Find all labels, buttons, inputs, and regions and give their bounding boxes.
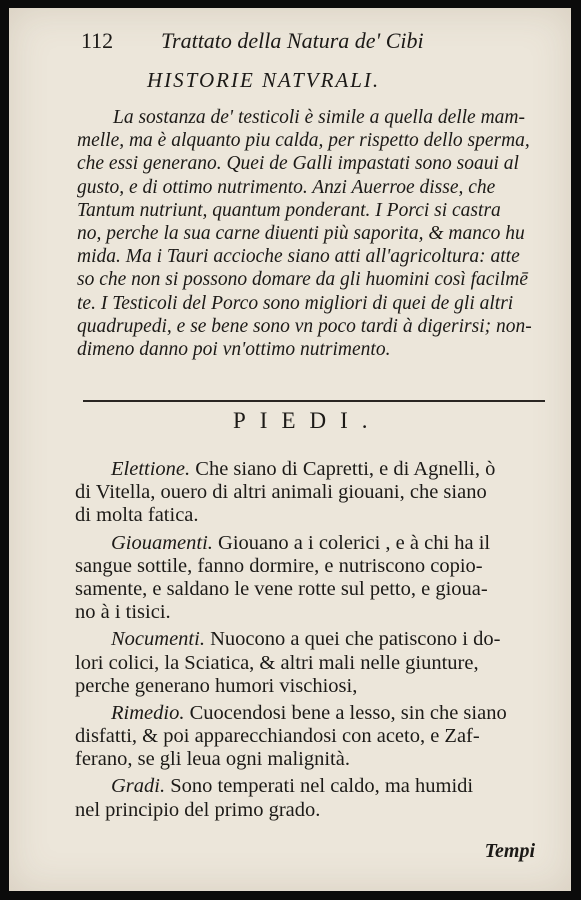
running-title: Trattato della Natura de' Cibi [161,28,424,53]
text-line: sangue sottile, fanno dormire, e nutriscono copio- [75,554,483,577]
book-page [9,8,571,891]
entry-label: Elettione. [111,458,191,480]
text-line: quadrupedi, e se bene sono vn poco tardi à digerirsi; non- [77,315,532,337]
text-line: te. I Testicoli del Porco sono migliori di quei de gli altri [77,292,514,314]
section-subheader: HISTORIE NATVRALI. [147,68,381,92]
text-line: no à i tisici. [75,601,171,624]
text-line: Giouano a i colerici , e à chi ha il [218,531,491,554]
text-line: La sostanza de' testicoli è simile a quella delle mam- [113,107,525,128]
text-line: nel principio del primo grado. [75,798,321,821]
entry-elettione [75,458,557,528]
text-line: lori colici, la Sciatica, & altri mali nelle giunture, [75,651,479,674]
text-line: Nuocono a quei che patiscono i do- [210,628,501,651]
page-header [81,28,481,54]
text-line: di molta fatica. [75,504,199,527]
text-line: so che non si possono domare da gli huomini così facilmē [77,269,528,291]
section-divider [83,400,545,402]
text-line: Che siano di Capretti, e di Agnelli, ò [195,458,496,480]
entry-label: Rimedio. [111,701,185,724]
text-line: di Vitella, ouero di altri animali giouani, che siano [75,481,487,504]
text-line: che essi generano. Quei de Galli impastati sono soaui al [77,153,519,175]
text-line: Tantum nutriunt, quantum ponderant. I Porci si castra [77,199,501,221]
entry-label: Nocumenti. [111,628,205,651]
text-line: gusto, e di ottimo nutrimento. Anzi Auerroe disse, che [77,176,496,198]
text-line: mida. Ma i Tauri accioche siano atti all'agricoltura: atte [77,246,520,268]
entries-block [75,458,557,826]
entry-nocumenti [75,628,557,698]
text-line: no, perche la sua carne diuenti più saporita, & manco hu [77,222,525,244]
entry-rimedio [75,702,557,772]
page-number: 112 [81,28,114,53]
intro-paragraph [77,106,557,361]
section-title: PIEDI. [233,408,382,433]
entry-label: Gradi. [111,775,166,798]
text-line: ferano, se gli leua ogni malignità. [75,748,350,771]
catchword: Tempi [484,840,535,862]
entry-label: Giouamenti. [111,531,213,554]
entry-giouamenti [75,532,557,625]
entry-gradi [75,775,557,821]
text-line: melle, ma è alquanto piu calda, per rispetto dello sperma, [77,130,530,152]
text-line: dimeno danno poi vn'ottimo nutrimento. [77,338,391,360]
text-line: disfatti, & poi apparecchiandosi con aceto, e Zaf- [75,725,480,748]
text-line: perche generano humori vischiosi, [75,674,358,697]
text-line: Sono temperati nel caldo, ma humidi [170,775,474,798]
text-line: samente, e saldano le vene rotte sul petto, e gioua- [75,577,488,600]
text-line: Cuocendosi bene a lesso, sin che siano [189,701,507,724]
